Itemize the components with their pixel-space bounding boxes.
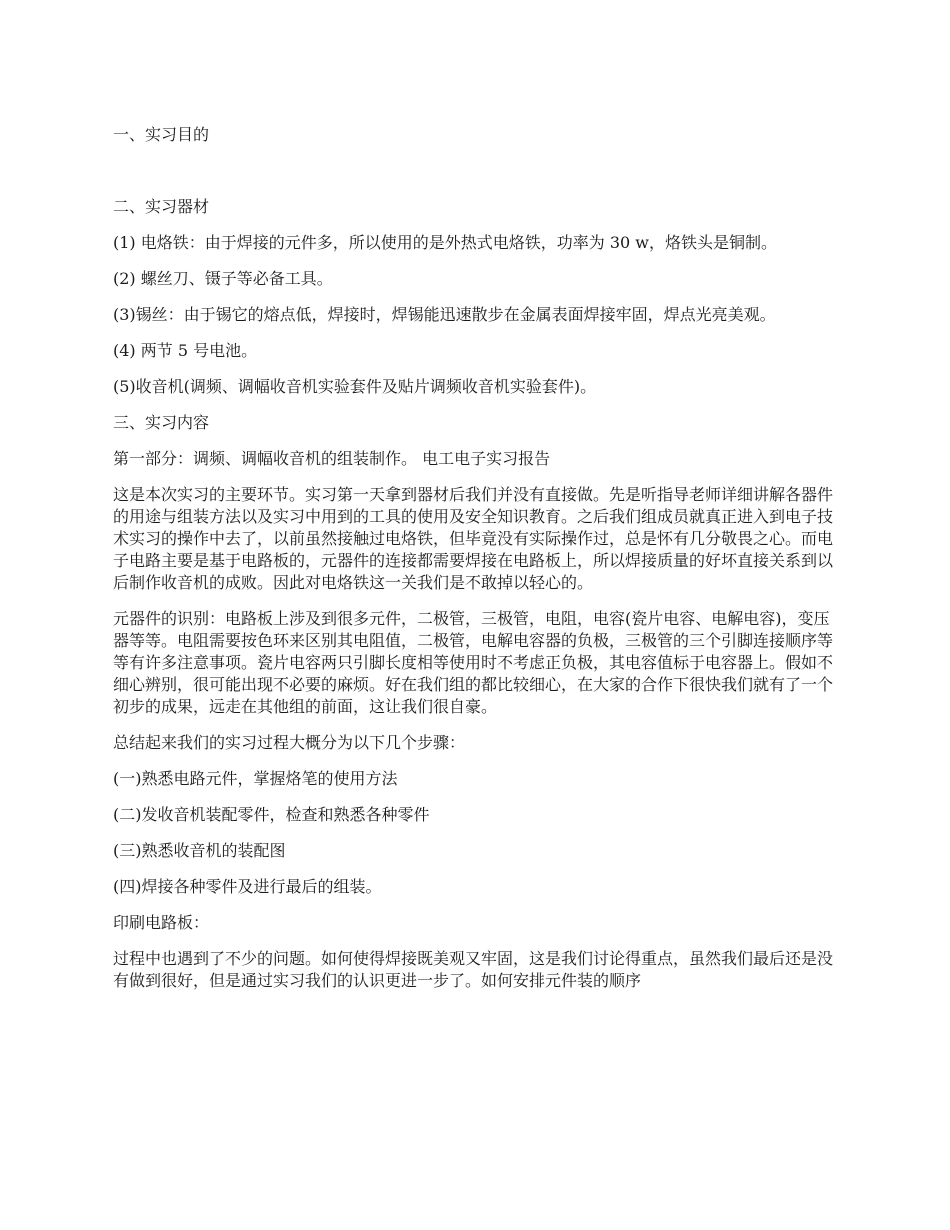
section-heading-content: 三、实习内容 (113, 413, 210, 432)
equipment-item-1: (1) 电烙铁：由于焊接的元件多，所以使用的是外热式电烙铁，功率为 30 w，烙铁头是铜制。 (113, 233, 777, 252)
summary-line: 总结起来我们的实习过程大概分为以下几个步骤： (113, 733, 466, 752)
step-item-1: (一)熟悉电路元件，掌握烙笔的使用方法 (113, 769, 398, 788)
equipment-item-5: (5)收音机(调频、调幅收音机实验套件及贴片调频收音机实验套件)。 (113, 377, 597, 396)
step-item-3: (三)熟悉收音机的装配图 (113, 841, 286, 860)
document-body (113, 124, 835, 1006)
part-one-title: 第一部分：调频、调幅收音机的组装制作。 电工电子实习报告 (113, 449, 551, 468)
components-paragraph: 元器件的识别：电路板上涉及到很多元件，二极管，三极管，电阻，电容(瓷片电容、电解电容)，变压器等等。电阻需要按色环来区别其电阻值，二极管，电解电容器的负极，三极管的三个引脚连接顺序等等有许多注意事项。瓷片电容两只引脚长度相等使用时不考虑正负极，其电容值标于电容器上。假如不细心辨别，很可能出现不必要的麻烦。好在我们组的都比较细心，在大家的合作下很快我们就有了一个初步的成果，远走在其他组的前面，这让我们很自豪。 (113, 609, 834, 716)
section-heading-purpose: 一、实习目的 (113, 125, 210, 144)
pcb-label: 印刷电路板： (113, 913, 210, 932)
intro-paragraph: 这是本次实习的主要环节。实习第一天拿到器材后我们并没有直接做。先是听指导老师详细讲解各器件的用途与组装方法以及实习中用到的工具的使用及安全知识教育。之后我们组成员就真正进入到电子技术实习的操作中去了，以前虽然接触过电烙铁，但毕竟没有实际操作过，总是怀有几分敬畏之心。而电子电路主要是基于电路板的，元器件的连接都需要焊接在电路板上，所以焊接质量的好坏直接关系到以后制作收音机的成败。因此对电烙铁这一关我们是不敢掉以轻心的。 (113, 485, 834, 592)
equipment-item-3: (3)锡丝：由于锡它的熔点低，焊接时，焊锡能迅速散步在金属表面焊接牢固，焊点光亮美观。 (113, 305, 776, 324)
step-item-4: (四)焊接各种零件及进行最后的组装。 (113, 877, 382, 896)
process-paragraph: 过程中也遇到了不少的问题。如何使得焊接既美观又牢固，这是我们讨论得重点，虽然我们最后还是没有做到很好，但是通过实习我们的认识更进一步了。如何安排元件装的顺序 (113, 949, 834, 990)
step-item-2: (二)发收音机装配零件，检查和熟悉各种零件 (113, 805, 430, 824)
section-heading-equipment: 二、实习器材 (113, 197, 210, 216)
equipment-item-4: (4) 两节 5 号电池。 (113, 341, 258, 360)
equipment-item-2: (2) 螺丝刀、镊子等必备工具。 (113, 269, 333, 288)
